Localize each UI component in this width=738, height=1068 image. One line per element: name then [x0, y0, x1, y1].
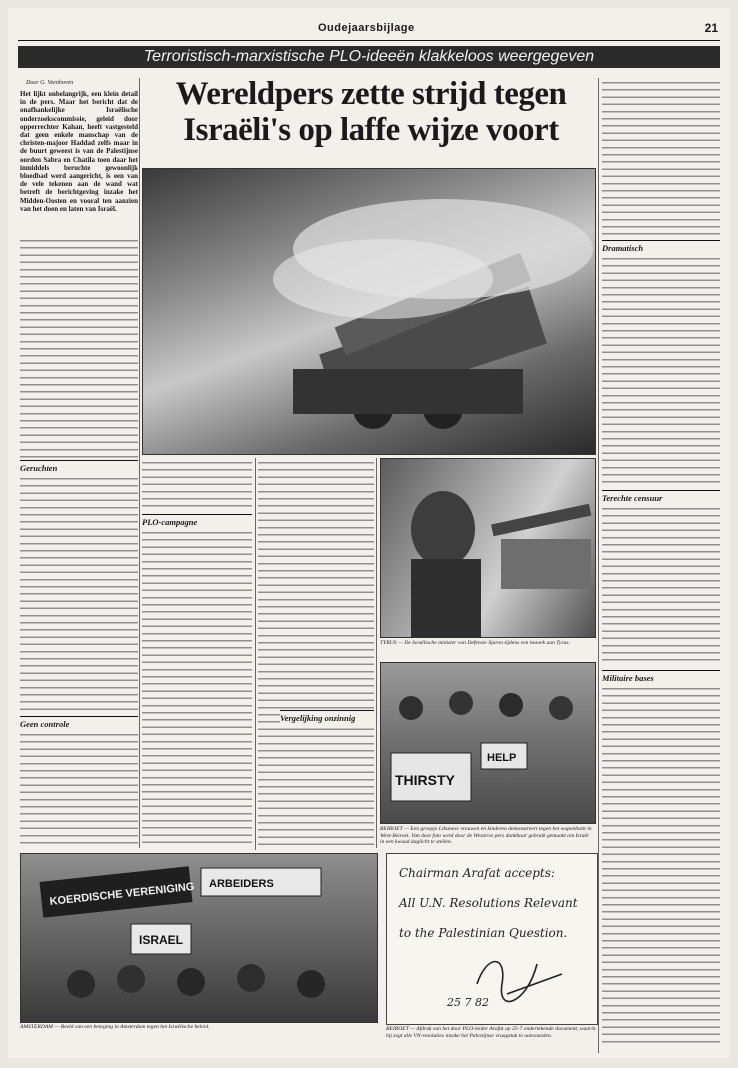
byline: Door G. Veenhoven — [26, 80, 74, 86]
right-column-text-1 — [602, 78, 720, 238]
sign-help: HELP — [487, 752, 517, 764]
section-name: Oudejaarsbijlage — [318, 22, 415, 34]
caption-beiroet-2: BEIROET — Afdruk van het door PLO-leider Arafat op 25-7 ondertekende document, waarin hij zegt alle VN-resoluties inzake het Palestijnse vraagstuk te aanvaarden. — [386, 1026, 596, 1039]
headline — [148, 76, 594, 148]
tyrus-illustration — [381, 459, 595, 637]
rocket-launch-photo — [142, 168, 596, 455]
subhead-dramatisch: Dramatisch — [602, 240, 720, 253]
subhead-militaire-bases: Militaire bases — [602, 670, 720, 683]
headline-line-1: Wereldpers zette strijd tegen — [175, 76, 567, 112]
sign-israel: ISRAEL — [139, 933, 184, 947]
document-line-2: All U.N. Resolutions Relevant — [399, 896, 578, 910]
arafat-document — [386, 853, 598, 1025]
document-line-3: to the Palestinian Question. — [399, 926, 568, 940]
subhead-geruchten: Geruchten — [20, 460, 138, 473]
caption-tyrus: TYRUS — De Israëlische minister van Defensie Sjaron tijdens een bezoek aan Tyrus. — [380, 640, 571, 646]
beiroet-women-photo — [380, 662, 596, 824]
subhead-plo-campagne: PLO-campagne — [142, 514, 252, 527]
column-before-photos — [280, 458, 374, 850]
subhead-geen-controle: Geen controle — [20, 716, 138, 729]
banner-title: Terroristisch-marxistische PLO-ideeën klakkeloos weergegeven — [18, 46, 720, 68]
right-column-text-4 — [602, 684, 720, 1044]
left-column-text-2 — [20, 474, 138, 714]
sign-arbeiders: ARBEIDERS — [209, 878, 274, 890]
tyrus-photo — [380, 458, 596, 638]
page-header — [18, 18, 720, 41]
arafat-signature — [387, 944, 597, 1024]
amsterdam-protest-photo — [20, 853, 378, 1023]
sign-thirsty: THIRSTY — [395, 772, 455, 788]
lead-paragraph: Het lijkt onbelangrijk, een klein detail in de pers. Maar het bericht dat de onafhankelijke Israëlische onderzoekscommissie, geleid door opperrechter Kahan, heeft vastgesteld dat geen enkele manschap van de christen-majoor Haddad zelfs maar in de buurt geweest is van de Palestijnse oorden Sabra en Chatila toen daar het inmiddels beruchte gewoonlijk bloedbad werd aangericht, is een van de vele tekenen aan de wand wat betreft de berichtgeving inzake het Midden-Oosten en vooral ten aanzien van het doen en laten van Israël. — [20, 90, 138, 213]
sign-koerdische: KOERDISCHE VERENIGING — [49, 880, 195, 908]
caption-amsterdam: AMSTERDAM — Beeld van een betoging in Amsterdam tegen het Israëlische beleid. — [20, 1024, 210, 1030]
amsterdam-protest-illustration — [21, 854, 377, 1022]
headline-line-2: Israëli's op laffe wijze voort — [183, 112, 559, 148]
caption-beiroet-1: BEIROET — Een groepje Libanese vrouwen en kinderen demonstreert tegen het wapenbezit in West-Beiroet. Van deze foto werd door de Westerse pers dankbaar gebruik gemaakt om Israël in een kwaad daglicht te stellen. — [380, 826, 592, 846]
left-column-text-3 — [20, 730, 138, 848]
left-column-text-1 — [20, 236, 138, 458]
column-rule-3 — [376, 458, 377, 848]
column-rule-2 — [255, 458, 256, 850]
document-line-1: Chairman Arafat accepts: — [399, 866, 555, 880]
middle-column-text-1 — [142, 458, 252, 510]
beiroet-women-illustration — [381, 663, 595, 823]
document-date: 25 7 82 — [447, 996, 489, 1009]
newspaper-page — [8, 8, 730, 1058]
column-rule-4 — [598, 78, 599, 1053]
right-column-text-3 — [602, 504, 720, 666]
right-column-text-2 — [602, 254, 720, 486]
rocket-launcher-illustration — [143, 169, 595, 454]
middle-column-text-2 — [142, 528, 252, 846]
subhead-vergelijking: Vergelijking onzinnig — [280, 710, 374, 723]
page-number: 21 — [704, 21, 718, 35]
subhead-terechte-censuur: Terechte censuur — [602, 490, 720, 503]
column-rule-1 — [139, 78, 140, 848]
